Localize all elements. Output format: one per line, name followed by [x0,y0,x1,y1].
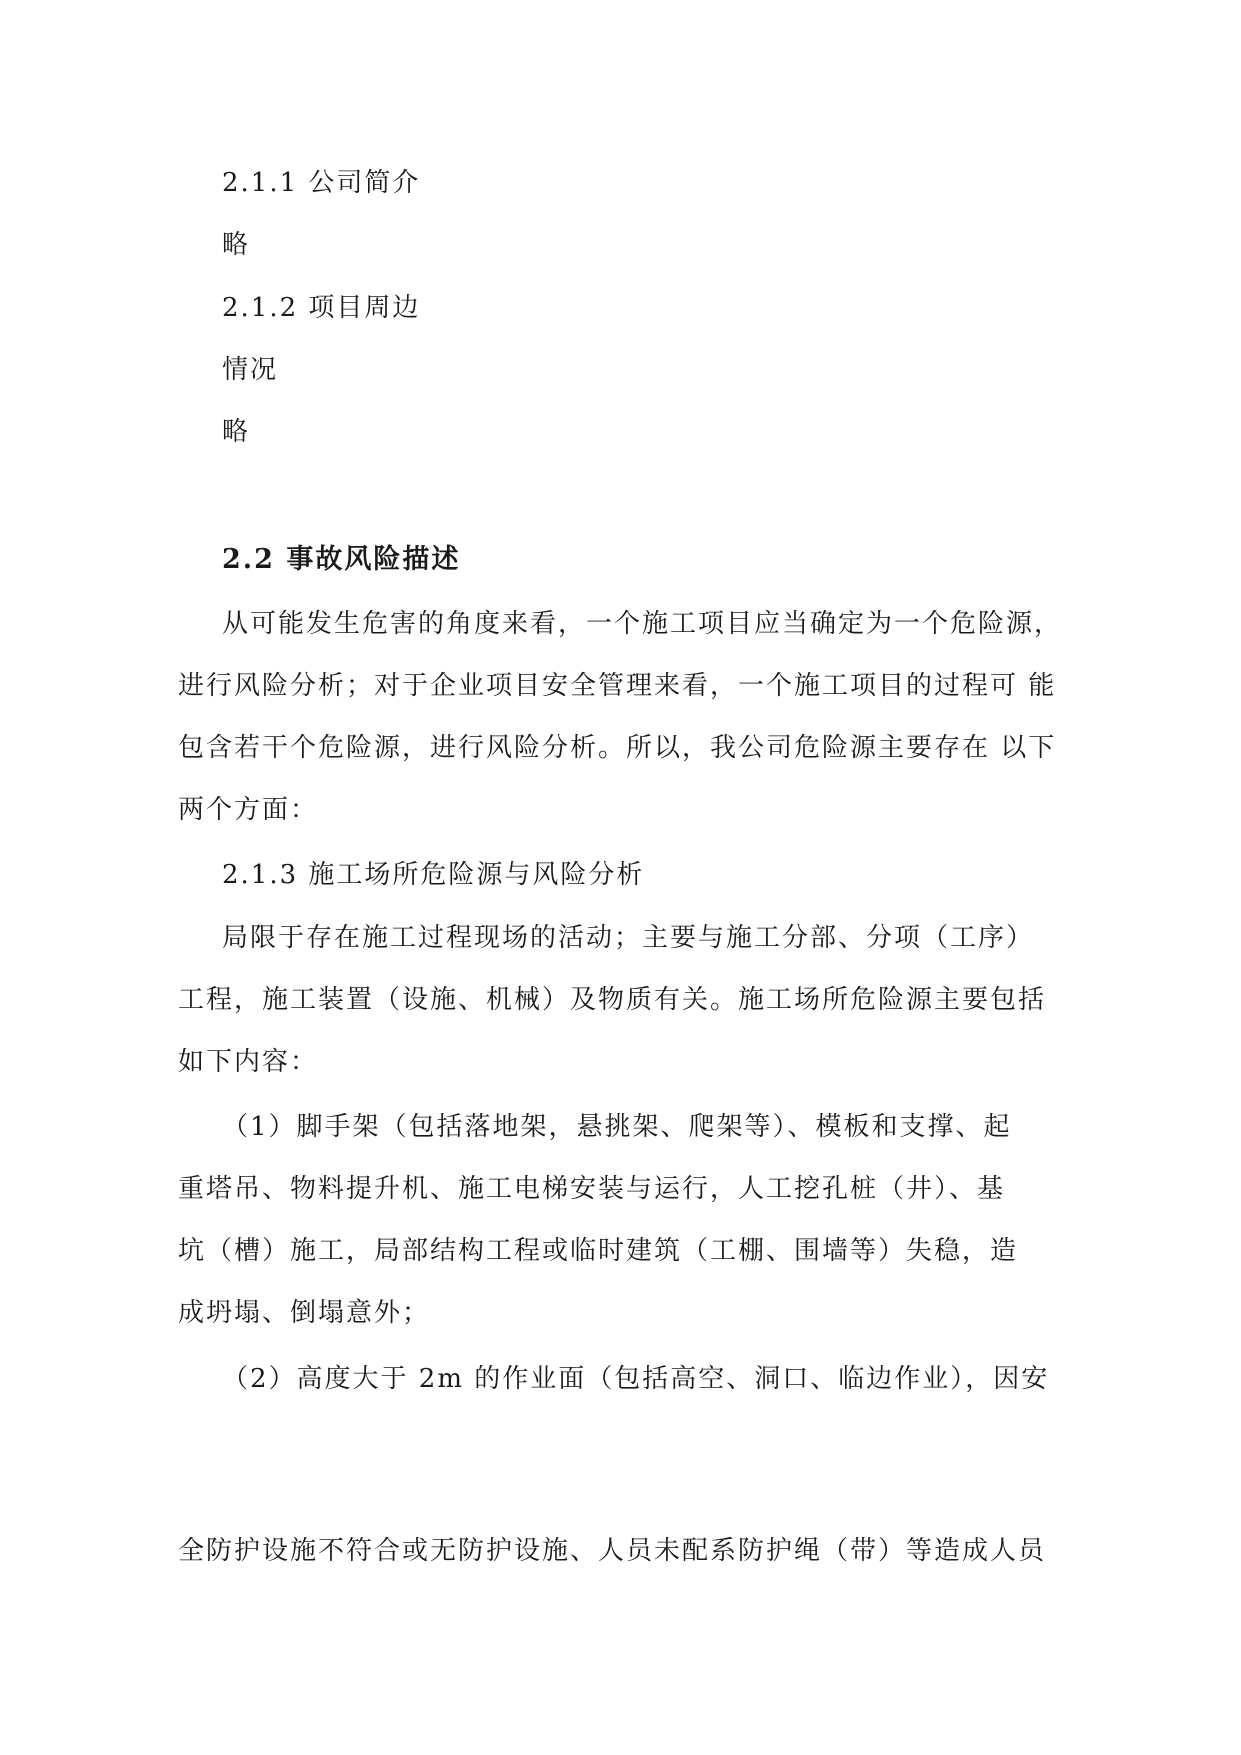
subsection-title-project-surroundings: 2.1.2 项目周边 [222,293,421,323]
paragraph-line: 进行风险分析；对于企业项目安全管理来看，一个施工项目的过程可 能 [178,671,1057,701]
list-item-line: （2）高度大于 2m 的作业面（包括高空、洞口、临边作业），因安 [222,1364,1050,1394]
subsection-title-construction-site-hazards: 2.1.3 施工场所危险源与风险分析 [222,860,645,890]
paragraph-line: 两个方面： [178,795,319,825]
project-surroundings-body: 略 [222,417,251,447]
subsection-title-project-surroundings-cont: 情况 [222,355,279,385]
list-item-line: （1）脚手架（包括落地架，悬挑架、爬架等）、模板和支撑、起 [222,1112,1012,1142]
paragraph-line: 如下内容： [178,1047,319,1077]
company-profile-body: 略 [222,230,251,260]
list-item-line: 坑（槽）施工，局部结构工程或临时建筑（工棚、围墙等）失稳，造 [178,1236,1019,1266]
paragraph-line: 从可能发生危害的角度来看，一个施工项目应当确定为一个危险源， [222,609,1063,639]
paragraph-line: 局限于存在施工过程现场的活动；主要与施工分部、分项（工序） [222,923,1035,953]
section-heading-accident-risk: 2.2 事故风险描述 [222,544,461,575]
paragraph-line: 工程，施工装置（设施、机械）及物质有关。施工场所危险源主要包括 [178,985,1047,1015]
list-item-line: 全防护设施不符合或无防护设施、人员未配系防护绳（带）等造成人员 [178,1536,1047,1566]
paragraph-line: 包含若干个危险源，进行风险分析。所以，我公司危险源主要存在 以下 [178,733,1057,763]
list-item-line: 重塔吊、物料提升机、施工电梯安装与运行，人工挖孔桩（井）、基 [178,1174,1006,1204]
subsection-title-company-profile: 2.1.1 公司简介 [222,168,421,198]
list-item-line: 成坍塌、倒塌意外； [178,1298,431,1328]
